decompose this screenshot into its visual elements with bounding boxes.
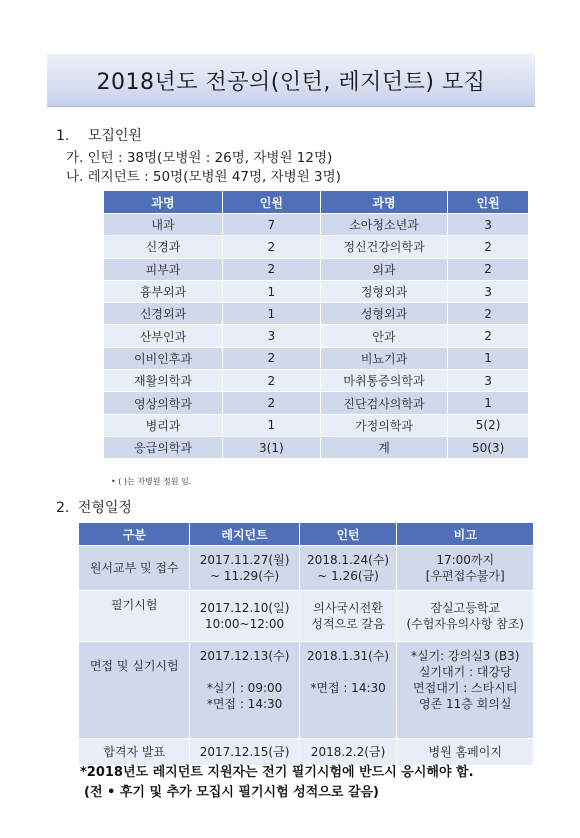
- intern-cell: 2018.1.31(수) *면접 : 14:30: [299, 642, 397, 739]
- intern-cell: 의사국시전환 성적으로 갈음: [299, 591, 397, 642]
- count-cell: 7: [223, 214, 321, 236]
- dept-cell: 성형외과: [320, 303, 448, 325]
- dept-cell: 정형외과: [320, 280, 448, 302]
- table-row: [104, 325, 529, 347]
- section1-number: 1.: [56, 128, 70, 144]
- schedule-table: [78, 522, 534, 766]
- section2-title: 전형일정: [77, 500, 132, 516]
- section2-heading: [56, 497, 132, 517]
- count-cell: 1: [223, 280, 321, 302]
- category-cell: 면접 및 실기시험: [79, 642, 190, 739]
- dept-cell: 안과: [320, 325, 448, 347]
- resident-cell: 2017.12.13(수) *실기 : 09:00 *면접 : 14:30: [190, 642, 299, 739]
- dept-cell: 진단검사의학과: [320, 392, 448, 414]
- dept-cell: 외과: [320, 258, 448, 280]
- resident-count-line: 나. 레지던트 : 50명(모병원 47명, 자병원 3명): [66, 169, 341, 185]
- dept-cell: 병리과: [104, 414, 223, 436]
- footer-line-2: (전 • 후기 및 추가 모집시 필기시험 성적으로 갈음): [84, 785, 380, 800]
- count-cell: 3(1): [223, 436, 321, 458]
- table-row-total: [104, 436, 529, 458]
- category-cell: 원서교부 및 접수: [79, 546, 190, 591]
- dept-cell: 비뇨기과: [320, 347, 448, 369]
- footer-notice: [80, 763, 474, 803]
- intern-count-line: 가. 인턴 : 38명(모병원 : 26명, 자병원 12명): [66, 150, 333, 166]
- remarks-cell: 잠실고등학교 (수험자유의사항 참조): [397, 591, 534, 642]
- count-cell: 1: [448, 392, 529, 414]
- remarks-cell: 병원 홈페이지: [397, 739, 534, 766]
- table-row: [104, 392, 529, 414]
- category-cell: 필기시험: [79, 591, 190, 642]
- count-cell: 3: [448, 214, 529, 236]
- table1-footnote: • ( )는 자병원 정원 임.: [111, 477, 192, 486]
- table-row: [104, 303, 529, 325]
- resident-cell: 2017.11.27(월) ~ 11.29(수): [190, 546, 299, 591]
- table-row: [79, 546, 534, 591]
- count-cell: 3: [448, 280, 529, 302]
- total-label-cell: 계: [320, 436, 448, 458]
- table-row: [79, 739, 534, 766]
- count-cell: 5(2): [448, 414, 529, 436]
- count-cell: 2: [223, 370, 321, 392]
- remarks-cell: *실기: 강의실3 (B3) 실기대기 : 대강당 면접대기 : 스타시티 영존 11층 회의실: [397, 642, 534, 739]
- table-row: [104, 414, 529, 436]
- dept-cell: 마취통증의학과: [320, 370, 448, 392]
- dept-cell: 이비인후과: [104, 347, 223, 369]
- dept-cell: 응급의학과: [104, 436, 223, 458]
- table-row: [104, 258, 529, 280]
- page-title: 2018년도 전공의(인턴, 레지던트) 모집: [47, 54, 535, 107]
- table-row: [104, 280, 529, 302]
- header-category: 구분: [79, 523, 190, 546]
- table-row: [104, 370, 529, 392]
- dept-cell: 정신건강의학과: [320, 236, 448, 258]
- count-cell: 3: [448, 370, 529, 392]
- remarks-cell: 17:00까지 [우편접수불가]: [397, 546, 534, 591]
- section1-heading: [56, 125, 142, 145]
- section2-number: 2.: [56, 500, 70, 516]
- footer-line-1: *2018년도 레지던트 지원자는 전기 필기시험에 반드시 응시해야 함.: [80, 765, 474, 780]
- resident-cell: 2017.12.15(금): [190, 739, 299, 766]
- table-row: [104, 236, 529, 258]
- header-intern: 인턴: [299, 523, 397, 546]
- total-count-cell: 50(3): [448, 436, 529, 458]
- header-resident: 레지던트: [190, 523, 299, 546]
- header-dept-2: 과명: [320, 191, 448, 214]
- resident-cell: 2017.12.10(일) 10:00~12:00: [190, 591, 299, 642]
- section1-title: 모집인원: [87, 128, 142, 144]
- count-cell: 2: [448, 325, 529, 347]
- dept-cell: 흉부외과: [104, 280, 223, 302]
- count-cell: 2: [223, 236, 321, 258]
- intern-cell: 2018.1.24(수) ~ 1.26(금): [299, 546, 397, 591]
- count-cell: 2: [448, 258, 529, 280]
- intern-cell: 2018.2.2(금): [299, 739, 397, 766]
- dept-cell: 소아청소년과: [320, 214, 448, 236]
- table-row: [79, 642, 534, 739]
- table-row: [104, 214, 529, 236]
- dept-cell: 산부인과: [104, 325, 223, 347]
- count-cell: 2: [223, 258, 321, 280]
- header-count-2: 인원: [448, 191, 529, 214]
- dept-cell: 신경과: [104, 236, 223, 258]
- count-cell: 1: [223, 303, 321, 325]
- dept-cell: 피부과: [104, 258, 223, 280]
- dept-cell: 재활의학과: [104, 370, 223, 392]
- recruitment-table-header: [104, 191, 529, 214]
- dept-cell: 신경외과: [104, 303, 223, 325]
- table-row: [104, 347, 529, 369]
- count-cell: 1: [223, 414, 321, 436]
- schedule-table-header: [79, 523, 534, 546]
- header-dept-1: 과명: [104, 191, 223, 214]
- count-cell: 3: [223, 325, 321, 347]
- count-cell: 2: [223, 347, 321, 369]
- header-count-1: 인원: [223, 191, 321, 214]
- dept-cell: 가정의학과: [320, 414, 448, 436]
- count-cell: 2: [223, 392, 321, 414]
- dept-cell: 영상의학과: [104, 392, 223, 414]
- recruitment-table: [103, 190, 529, 459]
- table-row: [79, 591, 534, 642]
- category-cell: 합격자 발표: [79, 739, 190, 766]
- header-remarks: 비고: [397, 523, 534, 546]
- dept-cell: 내과: [104, 214, 223, 236]
- count-cell: 1: [448, 347, 529, 369]
- count-cell: 2: [448, 236, 529, 258]
- count-cell: 2: [448, 303, 529, 325]
